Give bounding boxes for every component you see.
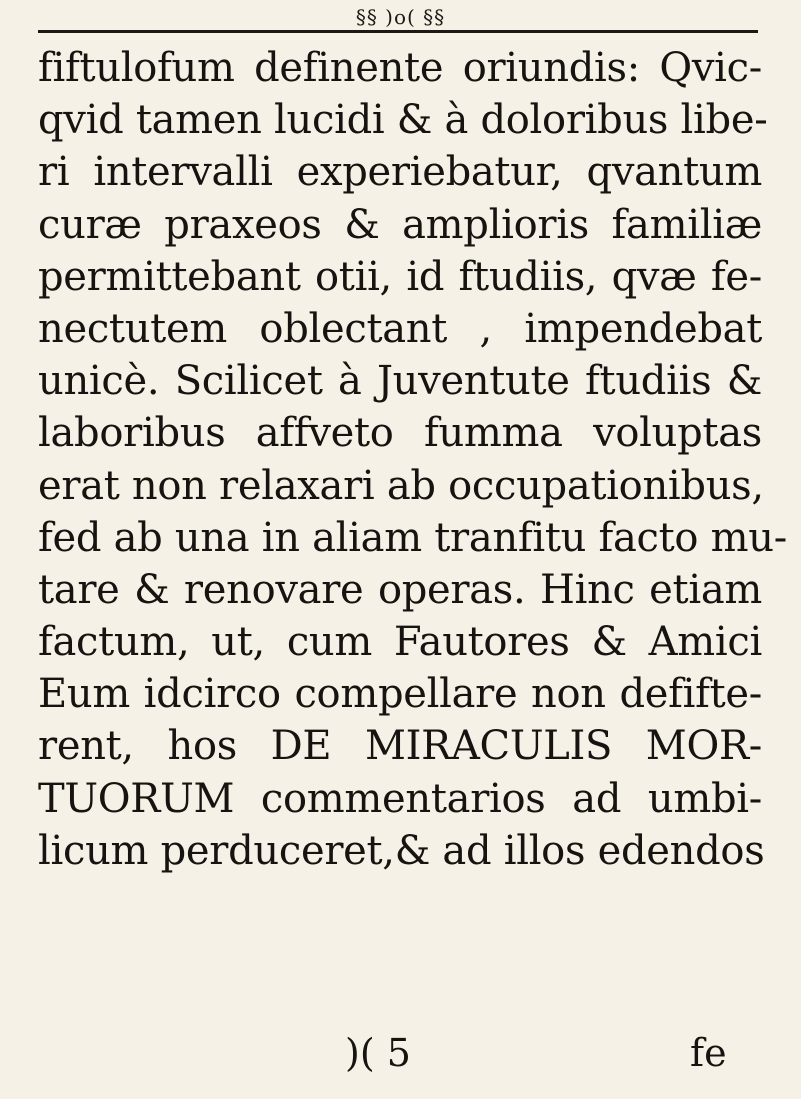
header-rule [38, 30, 758, 33]
catchword: fe [690, 1031, 727, 1075]
text-line: permittebant otii, id ftudiis, qvæ fe- [38, 253, 762, 300]
text-line: Eum idcirco compellare non defifte- [38, 671, 762, 718]
text-line: TUORUM commentarios ad umbi- [38, 775, 762, 822]
text-line: licum perduceret,& ad illos edendos [38, 827, 765, 874]
text-line: ri intervalli experiebatur, qvantum [38, 149, 762, 196]
text-line: tare & renovare operas. Hinc etiam [38, 566, 762, 613]
text-line: curæ praxeos & amplioris familiæ [38, 201, 762, 248]
signature-mark: )( 5 [345, 1031, 411, 1075]
text-line: unicè. Scilicet à Juventute ftudiis & [38, 358, 762, 405]
body-text [38, 42, 787, 877]
text-line: fiftulofum definente oriundis: Qvic- [38, 45, 762, 91]
text-line: rent, hos DE MIRACULIS MOR- [38, 723, 762, 770]
page-footer [0, 1027, 801, 1079]
text-line: fed ab una in aliam tranfitu facto mu- [38, 514, 787, 561]
text-line: factum, ut, cum Fautores & Amici [38, 619, 762, 666]
text-line: laboribus affveto fumma voluptas [38, 410, 762, 457]
text-line: erat non relaxari ab occupationibus, [38, 462, 764, 509]
text-line: qvid tamen lucidi & à doloribus libe- [38, 97, 768, 144]
text-line: nectutem oblectant , impendebat [38, 305, 762, 352]
header-ornament: §§ )o( §§ [355, 5, 446, 29]
